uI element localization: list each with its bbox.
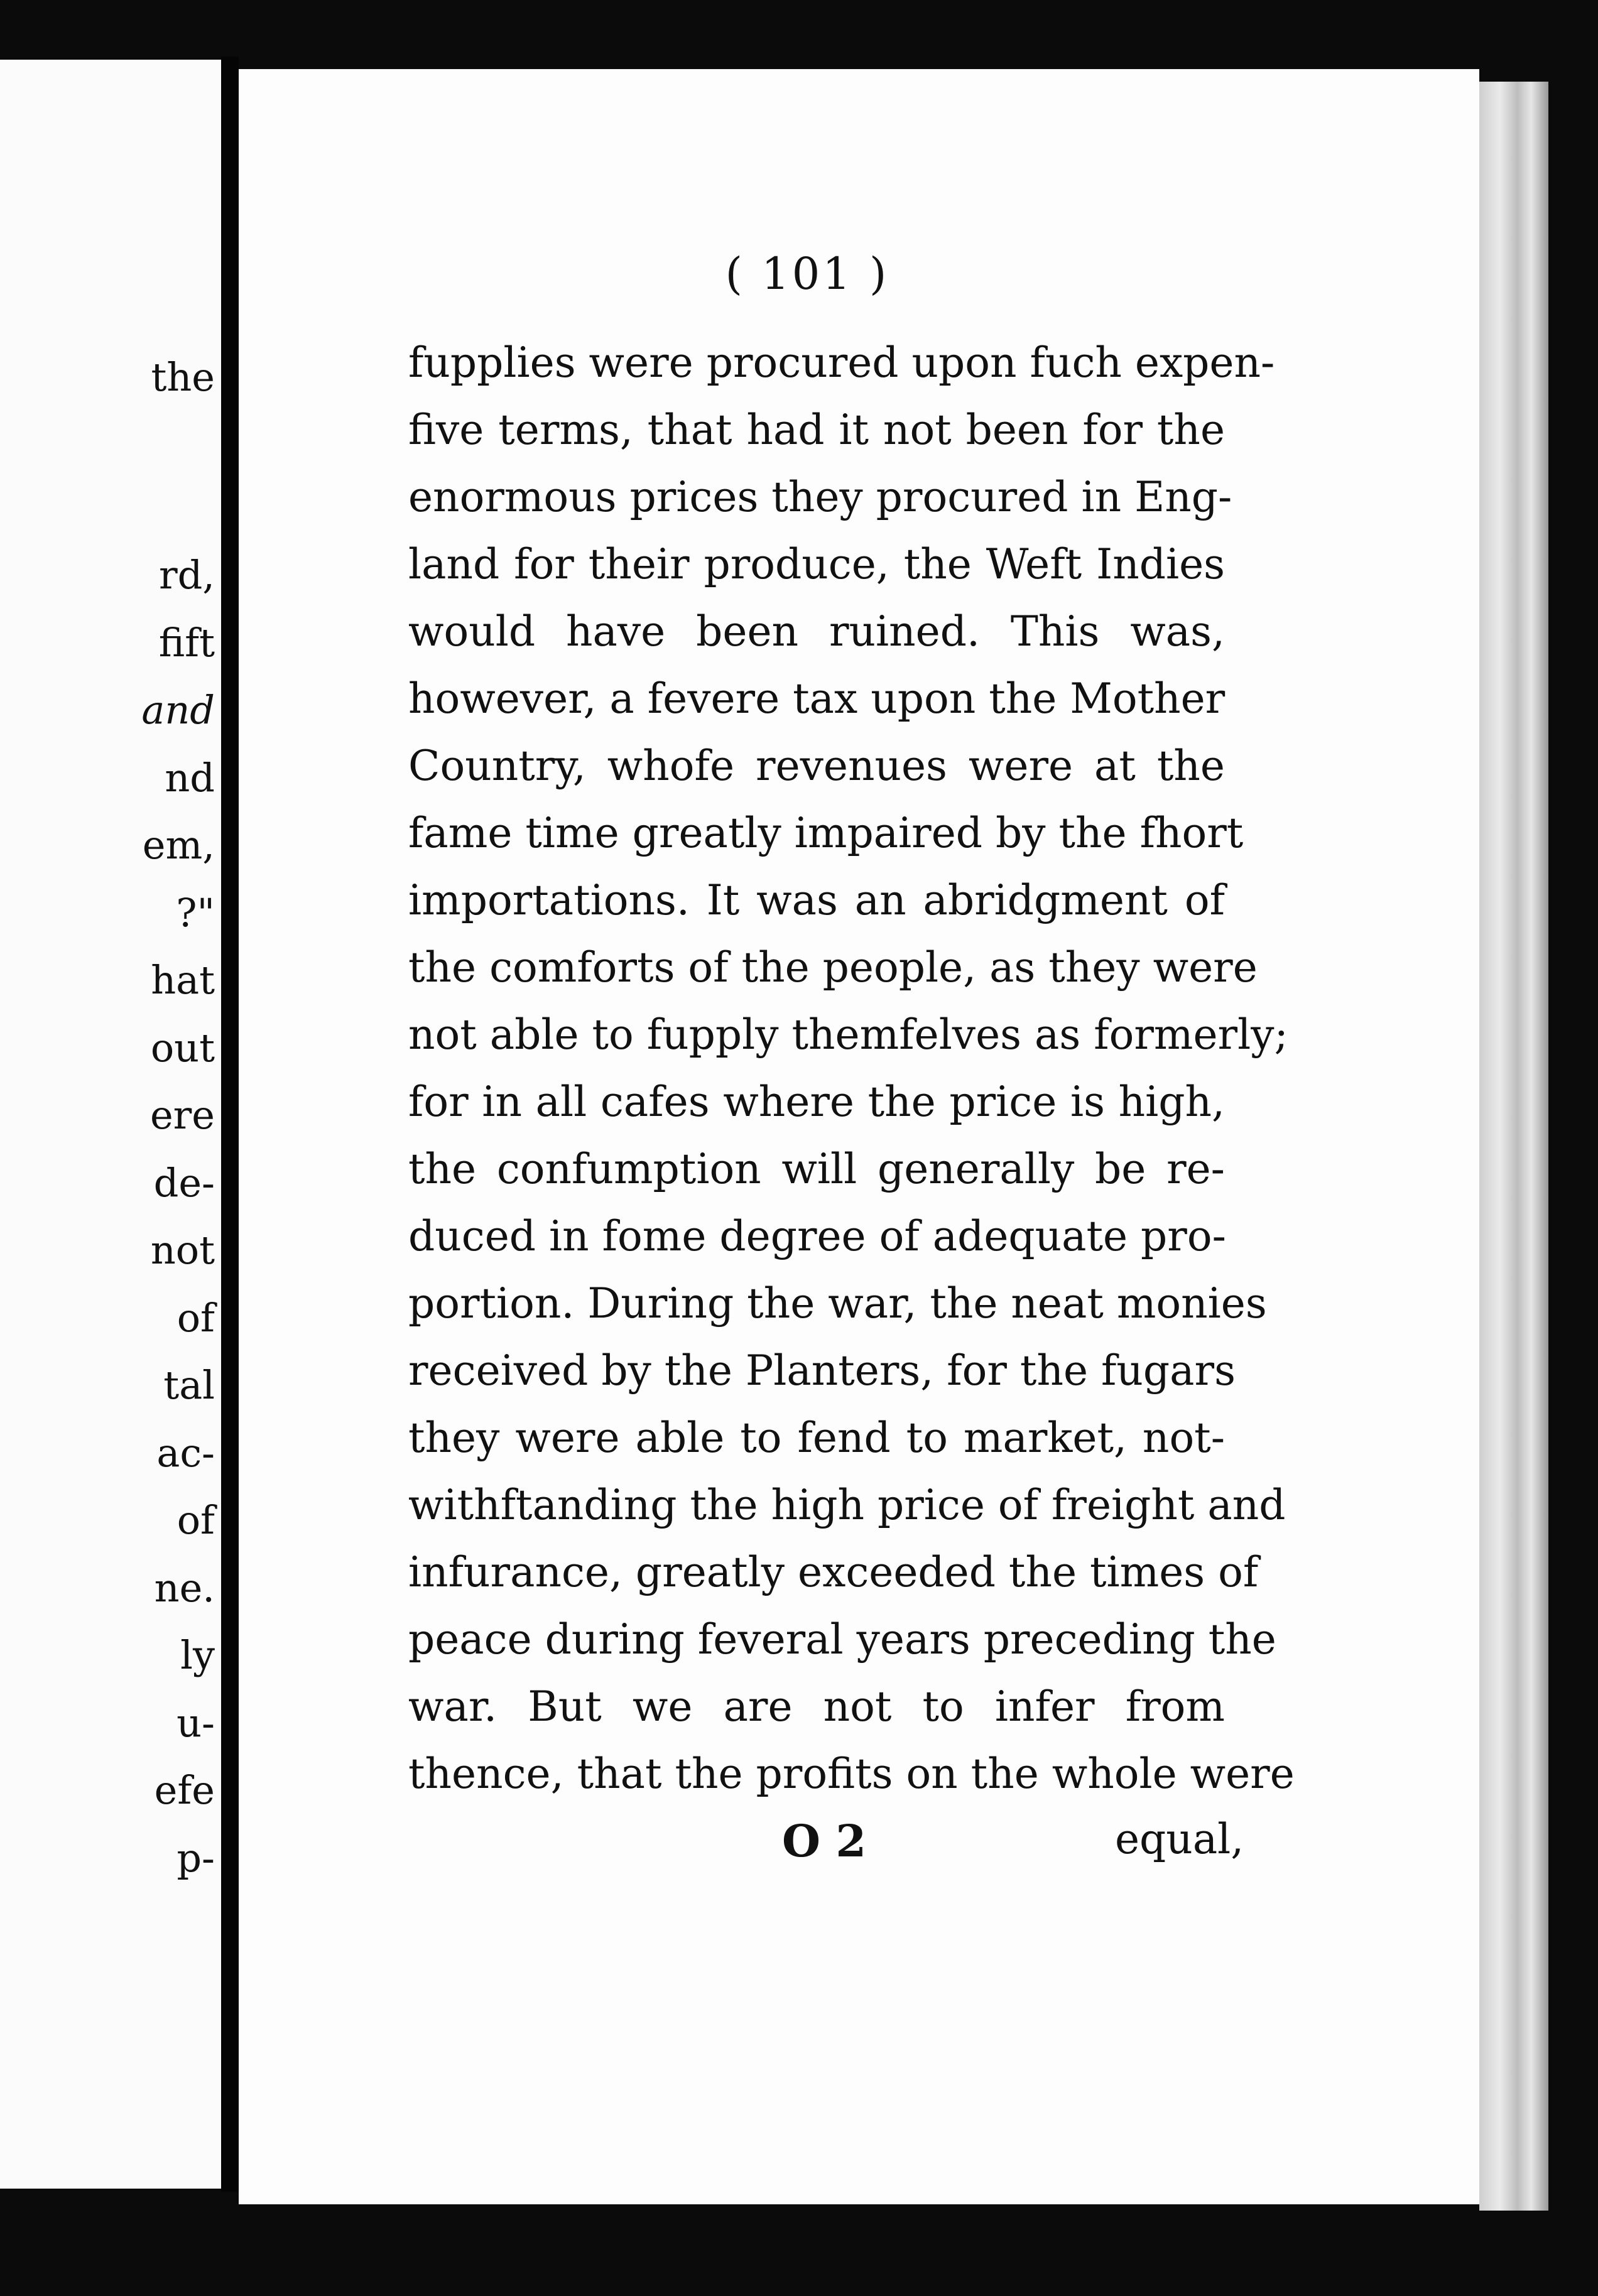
left-page-fragment: ac- <box>156 1430 215 1476</box>
body-text-line: enormous prices they procured in Eng- <box>408 473 1232 521</box>
left-page-fragment: and <box>141 687 215 733</box>
body-text-line: importations. It was an abridgment of <box>408 876 1225 924</box>
body-text-line: fame time greatly impaired by the fhort <box>408 809 1244 857</box>
body-text-line: five terms, that had it not been for the <box>408 406 1225 454</box>
left-page-fragment: efe <box>154 1767 215 1813</box>
left-page-fragment: ly <box>180 1632 215 1678</box>
body-text-line: the comforts of the people, as they were <box>408 943 1258 992</box>
left-page-fragment: out <box>150 1025 215 1071</box>
body-text-line: withftanding the high price of freight and <box>408 1481 1286 1529</box>
body-text-line: not able to fupply themfelves as formerly; <box>408 1010 1288 1059</box>
body-text-line: peace during feveral years preceding the <box>408 1615 1276 1664</box>
body-text-line: duced in fome degree of adequate pro- <box>408 1212 1226 1260</box>
body-text-line: Country, whofe revenues were at the <box>408 742 1225 790</box>
body-text-line: however, a fevere tax upon the Mother <box>408 674 1226 723</box>
left-page-fragment: p- <box>177 1835 215 1881</box>
page-number: ( 101 ) <box>725 248 889 300</box>
left-page-fragment: de- <box>153 1160 215 1206</box>
left-page-fragment: hat <box>151 957 215 1003</box>
body-text-line: the confumption will generally be re- <box>408 1145 1225 1193</box>
left-page-fragment: not <box>150 1227 215 1273</box>
body-text-line: portion. During the war, the neat monies <box>408 1279 1267 1328</box>
body-text-line: would have been ruined. This was, <box>408 607 1225 656</box>
left-page-fragment: nd <box>165 755 215 801</box>
left-page-fragment: u- <box>177 1700 215 1746</box>
left-page <box>0 60 221 2189</box>
body-text-line: they were able to fend to market, not- <box>408 1414 1225 1462</box>
left-page-fragment: rd, <box>158 552 215 598</box>
catchword: equal, <box>1115 1815 1244 1863</box>
page-edge <box>1479 82 1548 2211</box>
left-page-fragment: of <box>177 1497 215 1543</box>
body-text-line: fupplies were procured upon fuch expen- <box>408 338 1275 387</box>
body-text-line: infurance, greatly exceeded the times of <box>408 1548 1259 1596</box>
book-gutter <box>221 57 239 2192</box>
left-page-fragment: ?" <box>176 890 215 936</box>
right-page <box>239 69 1479 2204</box>
left-page-fragment: ne. <box>154 1565 215 1611</box>
left-page-fragment: ere <box>149 1092 215 1138</box>
left-page-fragment: of <box>177 1295 215 1341</box>
body-text-line: land for their produce, the Weft Indies <box>408 540 1225 588</box>
body-text-line: thence, that the profits on the whole were <box>408 1750 1295 1798</box>
body-text-line: for in all cafes where the price is high, <box>408 1078 1225 1126</box>
left-page-fragment: fift <box>158 620 215 666</box>
left-page-fragment: em, <box>142 822 215 868</box>
body-text-line: received by the Planters, for the fugars <box>408 1346 1236 1395</box>
left-page-fragment: tal <box>163 1362 215 1408</box>
signature-mark: O 2 <box>782 1815 867 1867</box>
body-text-line: war. But we are not to infer from <box>408 1682 1225 1731</box>
left-page-fragment: the <box>151 354 215 400</box>
